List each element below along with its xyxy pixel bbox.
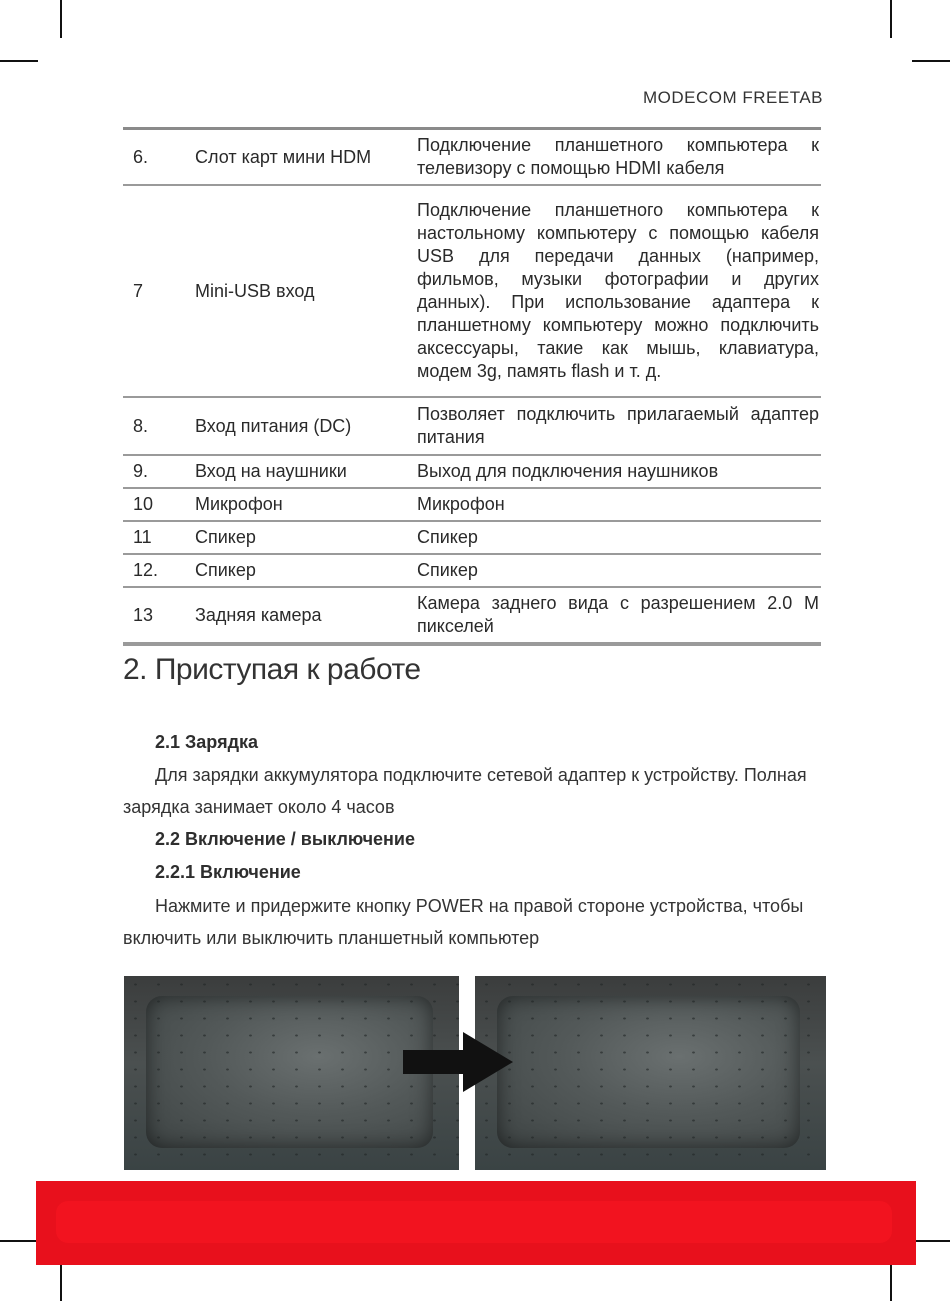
row-name: Спикер xyxy=(195,560,256,580)
footer-band xyxy=(36,1181,916,1265)
row-number: 11 xyxy=(133,527,152,547)
table-row xyxy=(123,455,821,488)
section-title: 2. Приступая к работе xyxy=(123,653,421,686)
power-on-paragraph: Нажмите и придержите кнопку POWER на правой стороне устройства, чтобы включить или выключить планшетный компьютер xyxy=(123,896,804,948)
table-row xyxy=(123,587,821,644)
table-row xyxy=(123,521,821,554)
crop-mark-bottom-right-v xyxy=(890,1263,892,1301)
row-name: Спикер xyxy=(195,527,256,547)
row-description: Подключение планшетного компьютера к настольному компьютеру с помощью кабеля USB для передачи данных (например, фильмов, музыки фотографии и других данных). При использование адаптера к планшетному компьютеру можно подключить аксессуары, такие как мышь, клавиатура, модем 3g, память flash и т. д. xyxy=(417,200,819,381)
power-heading: 2.2 Включение / выключение xyxy=(155,829,415,849)
row-description: Спикер xyxy=(417,527,478,547)
row-description: Подключение планшетного компьютера к телевизору с помощью HDMI кабеля xyxy=(417,135,819,178)
table-row xyxy=(123,185,821,397)
row-name: Задняя камера xyxy=(195,604,322,625)
table-row xyxy=(123,397,821,455)
row-name: Mini-USB вход xyxy=(195,280,315,301)
crop-mark-top-left-v xyxy=(60,0,62,38)
table-row xyxy=(123,129,821,186)
table-row xyxy=(123,488,821,521)
row-number: 10 xyxy=(133,494,154,514)
row-number: 8. xyxy=(133,415,149,436)
spec-table xyxy=(123,127,821,646)
row-name: Микрофон xyxy=(195,494,283,514)
power-on-heading: 2.2.1 Включение xyxy=(155,862,301,882)
row-name: Вход питания (DC) xyxy=(195,415,352,436)
row-number: 6. xyxy=(133,146,149,167)
crop-mark-bottom-left-v xyxy=(60,1263,62,1301)
device-photo-after xyxy=(475,976,826,1170)
row-number: 9. xyxy=(133,461,149,481)
row-description: Позволяет подключить прилагаемый адаптер питания xyxy=(417,404,819,447)
table-row xyxy=(123,554,821,587)
header-brand: MODECOM FREETAB xyxy=(642,88,823,107)
crop-mark-bottom-right-h xyxy=(912,1240,950,1242)
crop-mark-bottom-left-h xyxy=(0,1240,38,1242)
right-arrow-icon xyxy=(403,1030,515,1094)
row-number: 13 xyxy=(133,604,154,625)
row-description: Камера заднего вида с разрешением 2.0 М пикселей xyxy=(417,593,819,636)
row-name: Слот карт мини HDM xyxy=(195,146,372,167)
row-description: Выход для подключения наушников xyxy=(417,461,719,481)
charging-heading: 2.1 Зарядка xyxy=(155,732,259,752)
crop-mark-top-right-h xyxy=(912,60,950,62)
row-description: Микрофон xyxy=(417,494,505,514)
row-number: 7 xyxy=(133,280,144,301)
row-name: Вход на наушники xyxy=(195,461,347,481)
crop-mark-top-right-v xyxy=(890,0,892,38)
crop-mark-top-left-h xyxy=(0,60,38,62)
row-description: Спикер xyxy=(417,560,478,580)
row-number: 12. xyxy=(133,560,159,580)
charging-paragraph: Для зарядки аккумулятора подключите сетевой адаптер к устройству. Полная зарядка занимает около 4 часов xyxy=(123,765,807,817)
